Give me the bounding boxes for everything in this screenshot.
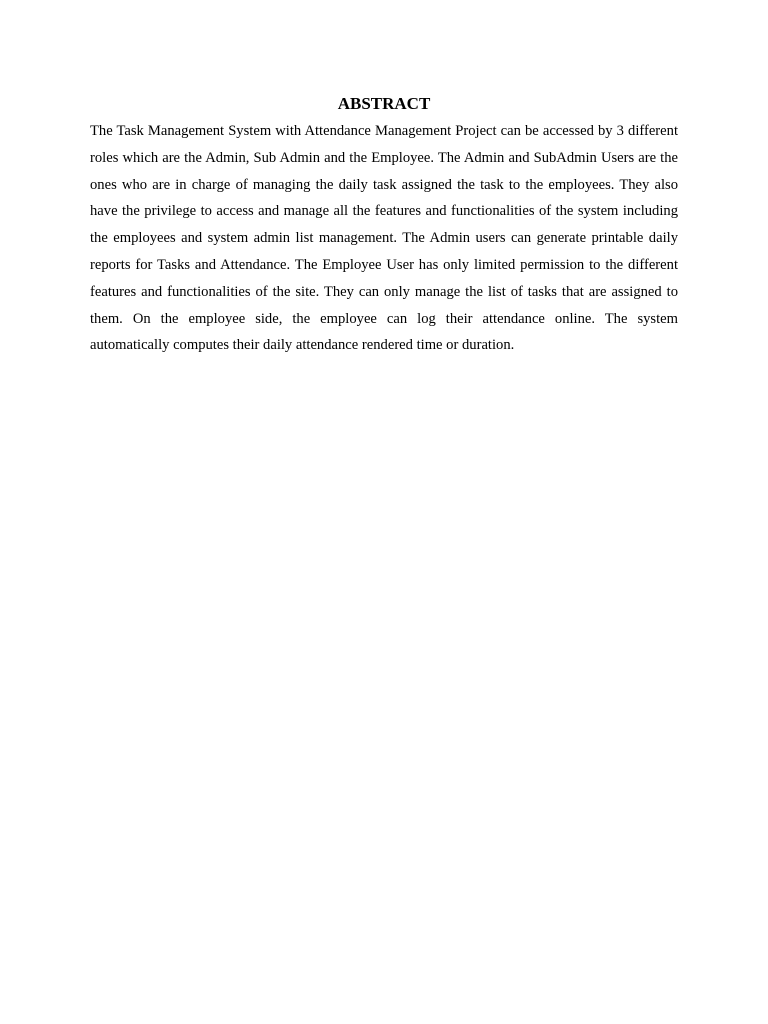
abstract-section	[90, 92, 678, 359]
abstract-title: ABSTRACT	[337, 94, 431, 113]
abstract-paragraph: The Task Management System with Attendance Management Project can be accessed by 3 different roles which are the Admin, Sub Admin and the Employee. The Admin and SubAdmin Users are the ones who are in charge of managing the daily task assigned the task to the employees. They also have the privilege to access and manage all the features and functionalities of the system including the employees and system admin list management. The Admin users can generate printable daily reports for Tasks and Attendance. The Employee User has only limited permission to the different features and functionalities of the site. They can only manage the list of tasks that are assigned to them. On the employee side, the employee can log their attendance online. The system automatically computes their daily attendance rendered time or duration.	[90, 123, 678, 354]
